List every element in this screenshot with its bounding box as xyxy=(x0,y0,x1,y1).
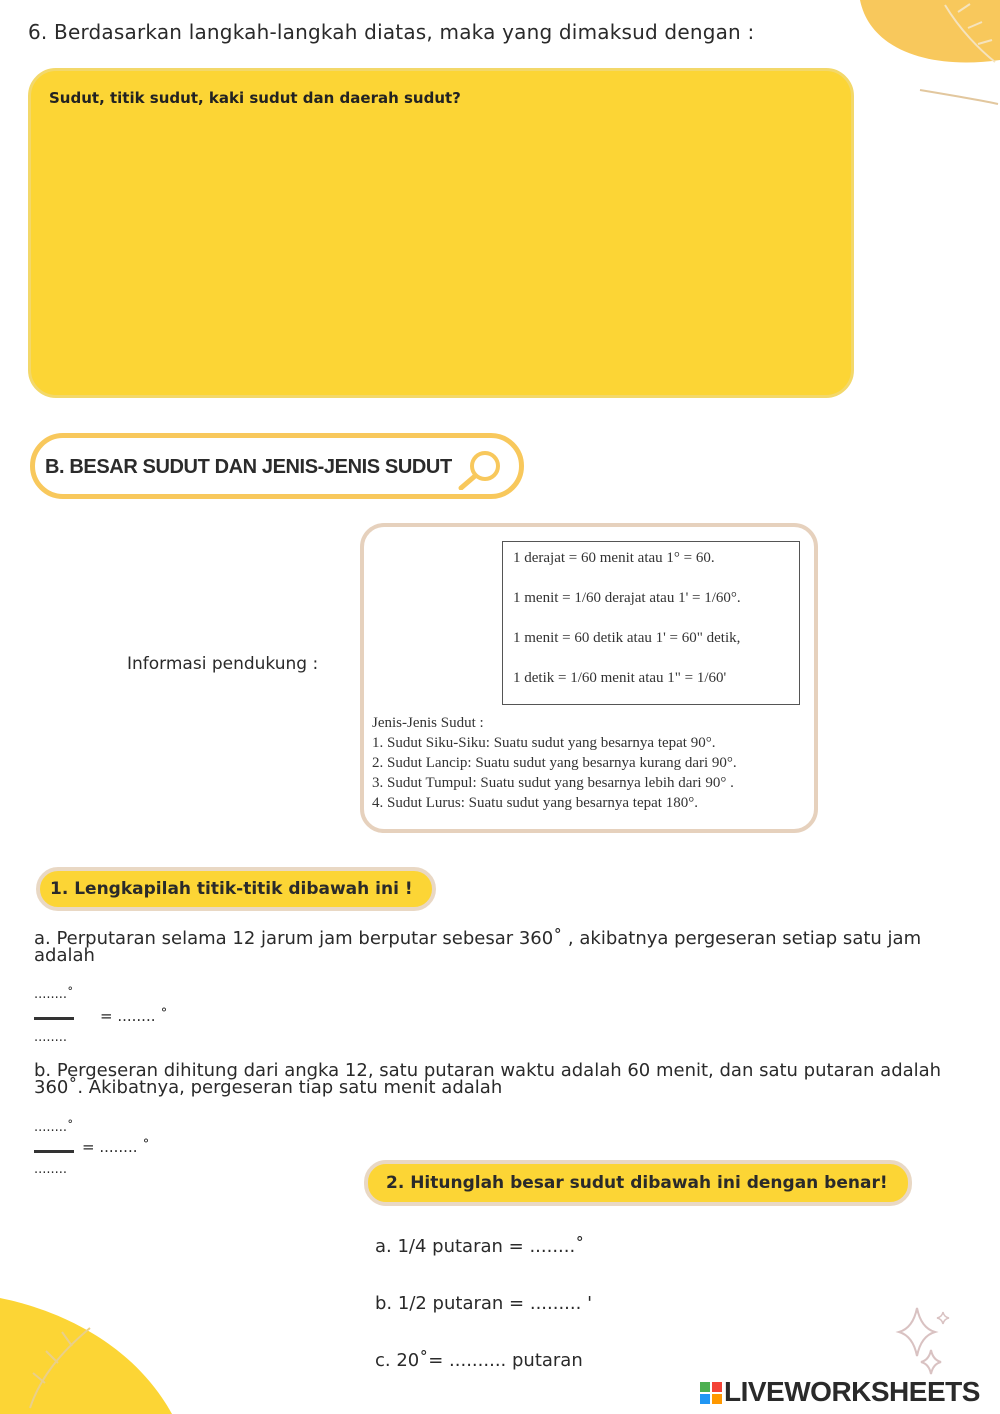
task-1-header xyxy=(36,867,436,911)
formula-line: 1 derajat = 60 menit atau 1° = 60. xyxy=(513,550,715,566)
sparkle-icon xyxy=(895,1300,955,1385)
jenis-sudut-list xyxy=(372,713,737,813)
task-1-title: 1. Lengkapilah titik-titik dibawah ini ! xyxy=(50,879,413,899)
section-b-title: B. BESAR SUDUT DAN JENIS-JENIS SUDUT xyxy=(45,456,452,478)
corner-decoration-bottom-left xyxy=(0,1298,175,1414)
task-1a-denominator[interactable]: ........ xyxy=(34,1030,68,1045)
info-label: Informasi pendukung : xyxy=(127,654,319,674)
liveworksheets-logo-icon xyxy=(700,1382,722,1406)
task-2c[interactable]: c. 20˚= .......... putaran xyxy=(375,1350,583,1371)
corner-decoration-top-right xyxy=(840,0,1000,110)
question-6: 6. Berdasarkan langkah-langkah diatas, maka yang dimaksud dengan : xyxy=(28,20,755,44)
answer-prompt: Sudut, titik sudut, kaki sudut dan daerah sudut? xyxy=(49,89,461,107)
task-1b-result[interactable]: = ........ ˚ xyxy=(82,1138,150,1156)
task-1a-numerator[interactable]: ........˚ xyxy=(34,987,74,1002)
task-1b-numerator[interactable]: ........˚ xyxy=(34,1120,74,1135)
magnifier-icon xyxy=(455,448,505,490)
task-1a-text: a. Perputaran selama 12 jarum jam berputar sebesar 360˚ , akibatnya pergeseran setiap satu jam adalah xyxy=(34,928,922,966)
jenis-item: 2. Sudut Lancip: Suatu sudut yang besarnya kurang dari 90°. xyxy=(372,755,737,771)
jenis-item: 4. Sudut Lurus: Suatu sudut yang besarnya tepat 180°. xyxy=(372,795,698,811)
fraction-bar xyxy=(34,1017,74,1020)
info-card xyxy=(360,523,818,833)
formula-line: 1 detik = 1/60 menit atau 1" = 1/60' xyxy=(513,670,727,686)
jenis-title: Jenis-Jenis Sudut : xyxy=(372,715,484,731)
jenis-item: 3. Sudut Tumpul: Suatu sudut yang besarnya lebih dari 90° . xyxy=(372,775,734,791)
footer-brand[interactable]: LIVEWORKSHEETS xyxy=(724,1376,980,1407)
task-1b-denominator[interactable]: ........ xyxy=(34,1162,68,1177)
task-2b[interactable]: b. 1/2 putaran = ......... ' xyxy=(375,1293,593,1314)
answer-box[interactable] xyxy=(28,68,854,398)
section-b-header xyxy=(30,433,524,499)
formula-line: 1 menit = 1/60 derajat atau 1' = 1/60°. xyxy=(513,590,741,606)
task-2a[interactable]: a. 1/4 putaran = ........˚ xyxy=(375,1236,585,1257)
formula-line: 1 menit = 60 detik atau 1' = 60" detik, xyxy=(513,630,741,646)
task-2-title: 2. Hitunglah besar sudut dibawah ini dengan benar! xyxy=(386,1173,888,1193)
formula-box xyxy=(502,541,800,705)
fraction-bar xyxy=(34,1150,74,1153)
task-2-header xyxy=(364,1160,912,1206)
task-1b-text: b. Pergeseran dihitung dari angka 12, satu putaran waktu adalah 60 menit, dan satu putaran adalah 360˚. Akibatnya, pergeseran tiap satu menit adalah xyxy=(34,1060,942,1098)
jenis-item: 1. Sudut Siku-Siku: Suatu sudut yang besarnya tepat 90°. xyxy=(372,735,716,751)
task-1a-result[interactable]: = ........ ˚ xyxy=(100,1007,168,1025)
